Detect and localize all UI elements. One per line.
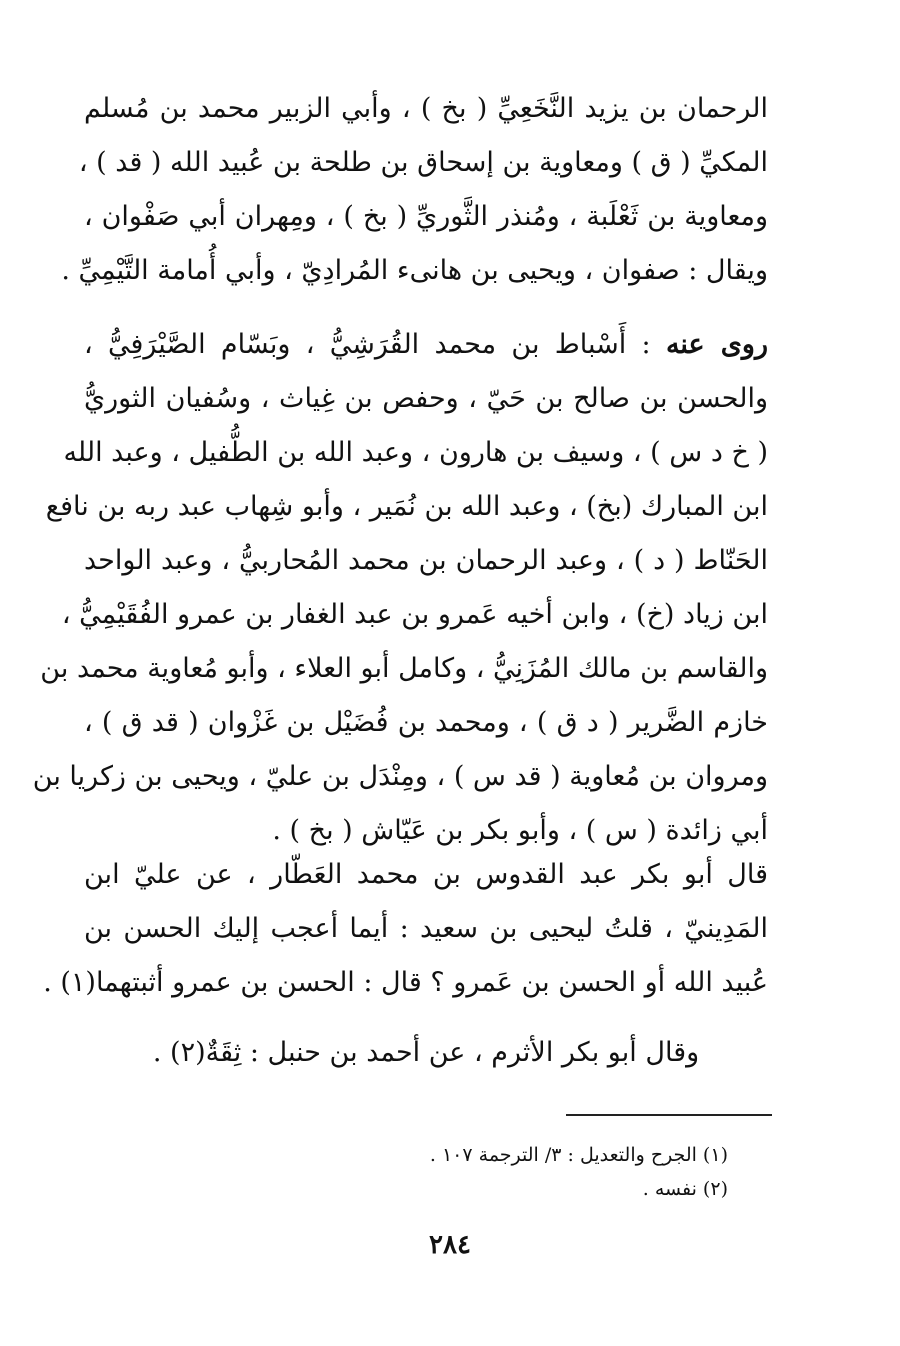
text-line: المَدِينيّ ، قلتُ ليحيى بن سعيد : أيما أعجب إليك الحسن بن (84, 913, 768, 944)
text-line: خازم الضَّرير ( د ق ) ، ومحمد بن فُضَيْل بن غَزْوان ( قد ق ) ، (84, 707, 768, 738)
footnote-2: (٢) نفسه . (642, 1178, 728, 1200)
text-line: قال أبو بكر عبد القدوس بن محمد العَطّار ، عن عليّ ابن (84, 859, 768, 890)
text-line (84, 318, 768, 372)
text-line: ويقال : صفوان ، ويحيى بن هانىء المُرادِيّ ، وأبي أُمامة التَّيْمِيِّ . (61, 255, 768, 286)
paragraph-students (32, 318, 768, 858)
footnotes (300, 1138, 728, 1206)
text-line: والحسن بن صالح بن حَيّ ، وحفص بن غِياث ، وسُفيان الثوريُّ (84, 383, 768, 414)
text-line: وقال أبو بكر الأثرم ، عن أحمد بن حنبل : ثِقَةٌ(٢) . (152, 1037, 700, 1068)
text-line: والقاسم بن مالك المُزَنِيُّ ، وكامل أبو العلاء ، وأبو مُعاوية محمد بن (40, 653, 768, 684)
text-line: ابن زياد (خ) ، وابن أخيه عَمرو بن عبد الغفار بن عمرو الفُقَيْمِيُّ ، (61, 599, 768, 630)
paragraph-teachers (61, 82, 768, 298)
text-line: ابن المبارك (بخ) ، وعبد الله بن نُمَير ، وأبو شِهاب عبد ربه بن نافع (45, 491, 768, 522)
text-line: ومعاوية بن ثَعْلَبة ، ومُنذر الثَّوريِّ ( بخ ) ، ومِهران أبي صَفْوان ، (84, 201, 768, 232)
text-line: ( خ د س ) ، وسيف بن هارون ، وعبد الله بن الطُّفيل ، وعبد الله (63, 437, 768, 468)
paragraph-quote-athram (84, 1026, 768, 1080)
text-line: الحَنّاط ( د ) ، وعبد الرحمان بن محمد المُحاربيُّ ، وعبد الواحد (84, 545, 768, 576)
page-number: ٢٨٤ (429, 1230, 471, 1260)
paragraph-quote-madini (43, 848, 768, 1010)
text-line: الرحمان بن يزيد النَّخَعِيِّ ( بخ ) ، وأبي الزبير محمد بن مُسلم (84, 93, 768, 124)
section-lead: روى عنه (665, 329, 768, 360)
text-line: عُبيد الله أو الحسن بن عَمرو ؟ قال : الحسن بن عمرو أثبتهما(١) . (43, 967, 768, 998)
footnote-separator (566, 1114, 772, 1116)
text-segment: : أَسْباط بن محمد القُرَشِيُّ ، وبَسّام الصَّيْرَفِيُّ ، (84, 329, 651, 360)
footnote-1: (١) الجرح والتعديل : ٣/ الترجمة ١٠٧ . (429, 1144, 728, 1166)
text-line: أبي زائدة ( س ) ، وأبو بكر بن عَيّاش ( بخ ) . (272, 815, 768, 846)
text-line: المكيِّ ( ق ) ومعاوية بن إسحاق بن طلحة بن عُبيد الله ( قد ) ، (78, 147, 768, 178)
text-line: ومروان بن مُعاوية ( قد س ) ، ومِنْدَل بن عليّ ، ويحيى بن زكريا بن (32, 761, 768, 792)
